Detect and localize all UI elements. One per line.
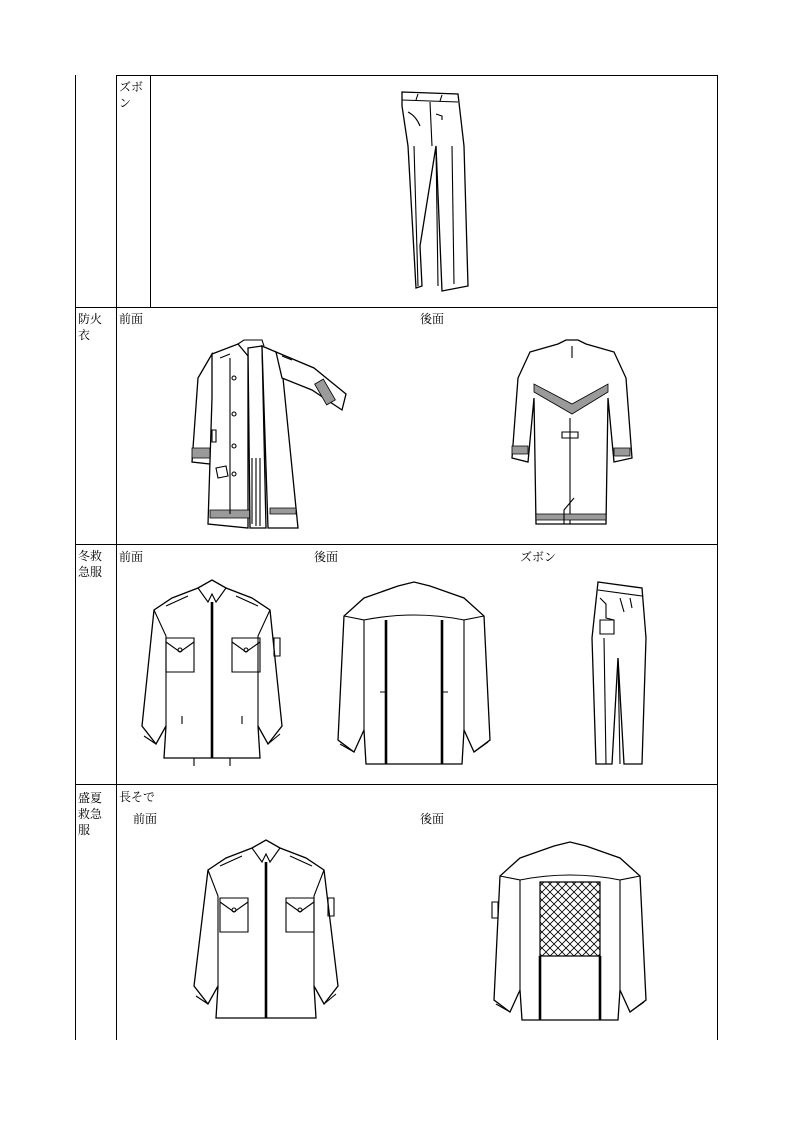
summer-ems-label: 盛夏救急服 — [78, 791, 103, 837]
shirt-back-drawing — [334, 580, 494, 768]
row-divider — [75, 307, 718, 308]
winter-front-label: 前面 — [119, 550, 144, 564]
winter-back-label: 後面 — [314, 550, 339, 564]
mesh-back-shirt-drawing — [490, 840, 650, 1024]
fire-coat-front-label: 前面 — [119, 312, 144, 326]
table-border-top — [116, 75, 718, 76]
column-divider — [116, 75, 117, 1040]
trousers-drawing — [396, 86, 476, 298]
table-border-right — [717, 75, 718, 1040]
row-divider — [75, 784, 718, 785]
cargo-pants-drawing — [590, 578, 652, 768]
table-border-left — [75, 75, 76, 1040]
summer-sleeve-label: 長そで — [119, 790, 156, 804]
shirt-front-drawing — [136, 576, 288, 766]
fire-coat-front-drawing — [190, 338, 350, 530]
pants-label-divider — [150, 75, 151, 307]
summer-front-label: 前面 — [133, 812, 158, 826]
fire-coat-back-drawing — [508, 338, 636, 526]
winter-pants-label: ズボン — [520, 550, 557, 564]
pants-item-label: ズボン — [119, 80, 144, 110]
winter-ems-label: 冬救急服 — [78, 549, 103, 579]
row-divider — [75, 544, 718, 545]
shirt-front-drawing — [188, 836, 344, 1026]
fire-coat-back-label: 後面 — [420, 312, 445, 326]
summer-back-label: 後面 — [420, 812, 445, 826]
fire-coat-label: 防火衣 — [78, 312, 103, 342]
